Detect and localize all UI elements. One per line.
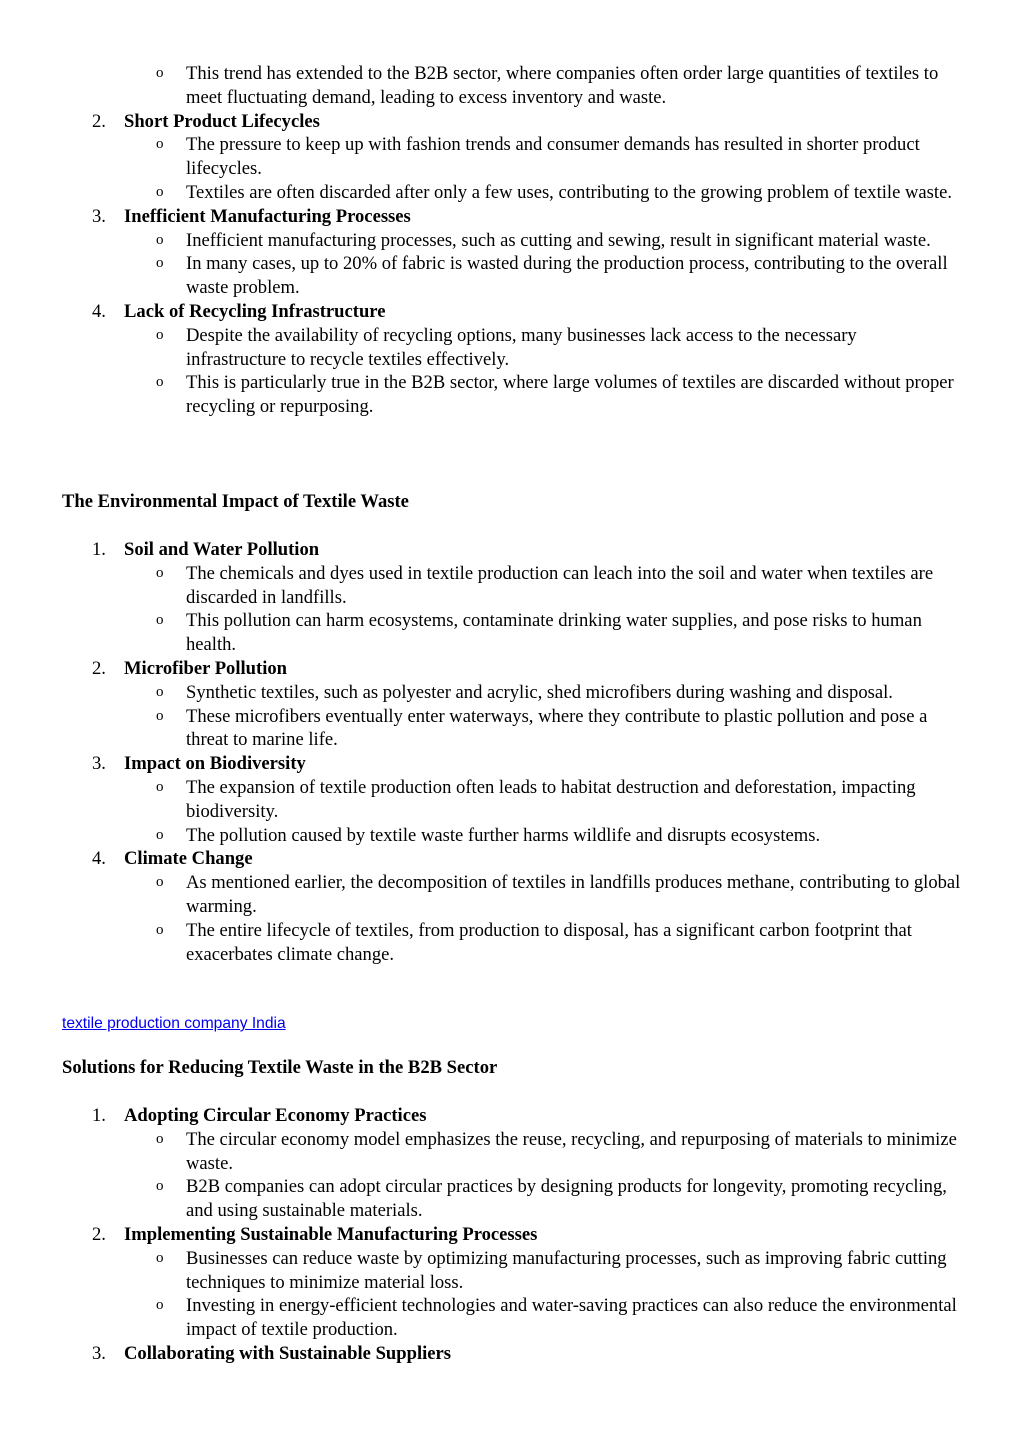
item-title: Short Product Lifecycles bbox=[124, 110, 320, 132]
bullet-marker: o bbox=[156, 683, 164, 700]
bullet-marker: o bbox=[156, 921, 164, 938]
list-item-bullet bbox=[0, 1128, 1023, 1176]
list-item-bullet bbox=[0, 181, 1023, 205]
numbered-item bbox=[0, 205, 1023, 229]
list-item-bullet bbox=[0, 609, 1023, 657]
list-item-bullet bbox=[0, 133, 1023, 181]
bullet-text: Inefficient manufacturing processes, such as cutting and sewing, result in significant material waste. bbox=[186, 229, 931, 251]
list-item-bullet bbox=[0, 871, 1023, 919]
bullet-marker: o bbox=[156, 1297, 164, 1314]
list-item-bullet bbox=[0, 1247, 1023, 1295]
list-item-bullet bbox=[0, 371, 1023, 419]
item-title: Adopting Circular Economy Practices bbox=[124, 1105, 427, 1126]
textile-production-link[interactable]: textile production company India bbox=[62, 1015, 286, 1032]
numbered-item bbox=[0, 300, 1023, 324]
item-number: 1. bbox=[92, 539, 106, 560]
bullet-text: Textiles are often discarded after only a few uses, contributing to the growing problem of textile waste. bbox=[186, 181, 952, 203]
list-item-bullet bbox=[0, 776, 1023, 824]
list-item-bullet bbox=[0, 229, 1023, 253]
list-item-bullet bbox=[0, 1175, 1023, 1223]
bullet-text: This is particularly true in the B2B sector, where large volumes of textiles are discarded without proper recycling or repurposing. bbox=[186, 372, 954, 418]
section-1-continued bbox=[0, 62, 1023, 419]
item-number: 1. bbox=[92, 1105, 106, 1126]
bullet-text: The chemicals and dyes used in textile production can leach into the soil and water when textiles are discarded in landfills. bbox=[186, 562, 934, 608]
bullet-marker: o bbox=[156, 255, 164, 272]
bullet-marker: o bbox=[156, 1249, 164, 1266]
bullet-marker: o bbox=[156, 231, 164, 248]
item-number: 3. bbox=[92, 1342, 106, 1364]
bullet-marker: o bbox=[156, 564, 164, 581]
bullet-marker: o bbox=[156, 1130, 164, 1147]
bullet-text: Investing in energy-efficient technologies and water-saving practices can also reduce the environmental impact of textile production. bbox=[186, 1295, 957, 1341]
item-number: 3. bbox=[92, 753, 106, 775]
list-item-bullet bbox=[0, 324, 1023, 372]
bullet-text: B2B companies can adopt circular practices by designing products for longevity, promoting recycling, and using sustainable materials. bbox=[186, 1176, 947, 1222]
bullet-text: The expansion of textile production often leads to habitat destruction and deforestation, impacting biodiversity. bbox=[186, 776, 916, 822]
item-title: Microfiber Pollution bbox=[124, 657, 288, 679]
bullet-marker: o bbox=[156, 1178, 164, 1195]
bullet-text: Businesses can reduce waste by optimizing manufacturing processes, such as improving fabric cutting techniques to minimize material loss. bbox=[186, 1247, 947, 1293]
item-title: Soil and Water Pollution bbox=[124, 539, 320, 560]
bullet-text: This trend has extended to the B2B sector, where companies often order large quantities of textiles to meet fluctuating demand, leading to excess inventory and waste. bbox=[186, 63, 939, 108]
bullet-text: The circular economy model emphasizes the reuse, recycling, and repurposing of materials to minimize waste. bbox=[186, 1128, 957, 1174]
bullet-text: This pollution can harm ecosystems, contaminate drinking water supplies, and pose risks to human health. bbox=[186, 610, 922, 656]
bullet-marker: o bbox=[156, 326, 164, 343]
item-number: 2. bbox=[92, 1223, 106, 1245]
item-title: Inefficient Manufacturing Processes bbox=[124, 205, 411, 227]
item-title: Impact on Biodiversity bbox=[124, 753, 306, 775]
numbered-item bbox=[0, 110, 1023, 134]
section-heading: The Environmental Impact of Textile Waste bbox=[62, 491, 409, 512]
bullet-text: The pollution caused by textile waste further harms wildlife and disrupts ecosystems. bbox=[186, 824, 821, 846]
section-3-list bbox=[0, 1104, 1023, 1366]
bullet-text: In many cases, up to 20% of fabric is wasted during the production process, contributing to the overall waste problem. bbox=[186, 253, 948, 299]
item-title: Climate Change bbox=[124, 848, 253, 870]
numbered-item bbox=[0, 1223, 1023, 1247]
section-heading: Solutions for Reducing Textile Waste in the B2B Sector bbox=[62, 1057, 498, 1078]
bullet-text: The entire lifecycle of textiles, from production to disposal, has a significant carbon footprint that exacerbates climate change. bbox=[186, 919, 912, 965]
list-item-bullet bbox=[0, 681, 1023, 705]
list-item-bullet bbox=[0, 562, 1023, 610]
list-item-bullet bbox=[0, 252, 1023, 300]
numbered-item bbox=[0, 1104, 1023, 1128]
bullet-text: Synthetic textiles, such as polyester and acrylic, shed microfibers during washing and disposal. bbox=[186, 681, 893, 703]
bullet-text: These microfibers eventually enter waterways, where they contribute to plastic pollution and pose a threat to marine life. bbox=[186, 705, 928, 751]
list-item-bullet bbox=[0, 1294, 1023, 1342]
item-title: Collaborating with Sustainable Suppliers bbox=[124, 1342, 452, 1364]
bullet-marker: o bbox=[156, 826, 164, 843]
list-item-bullet bbox=[0, 62, 1023, 110]
list-item-bullet bbox=[0, 705, 1023, 753]
numbered-item bbox=[0, 657, 1023, 681]
section-2-list bbox=[0, 538, 1023, 966]
item-number: 2. bbox=[92, 110, 106, 132]
list-item-bullet bbox=[0, 919, 1023, 967]
bullet-marker: o bbox=[156, 707, 164, 724]
item-number: 4. bbox=[92, 848, 106, 870]
item-number: 4. bbox=[92, 300, 106, 322]
list-item-bullet bbox=[0, 824, 1023, 848]
bullet-marker: o bbox=[156, 612, 164, 629]
numbered-item bbox=[0, 1342, 1023, 1366]
bullet-text: The pressure to keep up with fashion trends and consumer demands has resulted in shorter product lifecycles. bbox=[186, 134, 920, 180]
item-title: Lack of Recycling Infrastructure bbox=[124, 300, 386, 322]
bullet-text: Despite the availability of recycling options, many businesses lack access to the necessary infrastructure to recycle textiles effectively. bbox=[186, 324, 857, 370]
bullet-marker: o bbox=[156, 183, 164, 200]
bullet-text: As mentioned earlier, the decomposition of textiles in landfills produces methane, contributing to global warming. bbox=[186, 872, 961, 917]
bullet-marker: o bbox=[156, 874, 164, 891]
item-number: 2. bbox=[92, 657, 106, 679]
bullet-marker: o bbox=[156, 136, 164, 153]
item-title: Implementing Sustainable Manufacturing Processes bbox=[124, 1223, 538, 1245]
bullet-marker: o bbox=[156, 65, 164, 81]
numbered-item bbox=[0, 538, 1023, 562]
item-number: 3. bbox=[92, 205, 106, 227]
numbered-item bbox=[0, 847, 1023, 871]
bullet-marker: o bbox=[156, 374, 164, 391]
bullet-marker: o bbox=[156, 778, 164, 795]
numbered-item bbox=[0, 752, 1023, 776]
